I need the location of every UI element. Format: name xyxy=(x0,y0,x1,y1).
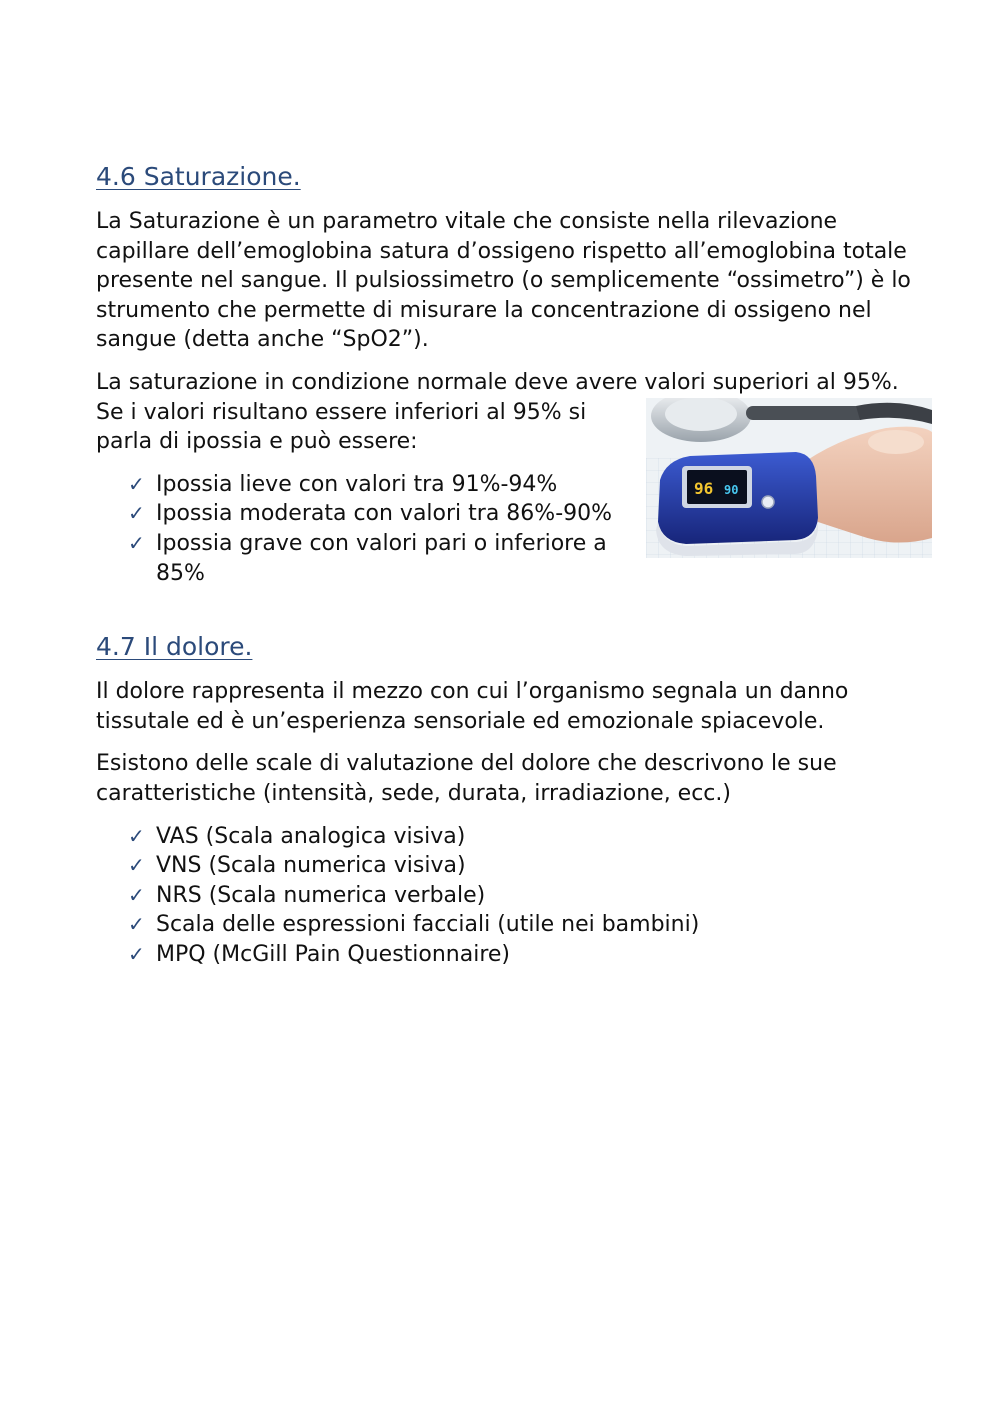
hypoxia-text-column xyxy=(96,398,626,589)
list-item-label: VNS (Scala numerica visiva) xyxy=(156,853,466,879)
spo2-readout: 96 xyxy=(694,478,714,498)
check-icon: ✓ xyxy=(128,882,145,907)
section-dolore xyxy=(96,630,916,969)
oximeter-button xyxy=(762,496,774,508)
list-item-label: Ipossia grave con valori pari o inferiore a 85% xyxy=(156,530,607,586)
list-item xyxy=(128,822,916,852)
hypoxia-list xyxy=(96,470,626,588)
check-icon: ✓ xyxy=(128,823,145,848)
paragraph-saturazione-definition: La Saturazione è un parametro vitale che consiste nella rilevazione capillare dell’emoglobina satura d’ossigeno rispetto all’emoglobina totale presente nel sangue. Il pulsiossimetro (o semplicemente “ossimetro”) è lo strumento che permette di misurare la concentrazione di ossigeno nel sangue (detta anche “SpO2”). xyxy=(96,209,911,353)
stethoscope-tube xyxy=(746,406,866,420)
list-item xyxy=(128,529,626,588)
check-icon: ✓ xyxy=(128,530,145,555)
check-icon: ✓ xyxy=(128,471,145,496)
check-icon: ✓ xyxy=(128,912,145,937)
list-item-label: NRS (Scala numerica verbale) xyxy=(156,882,486,908)
list-item xyxy=(128,851,916,881)
pulse-rate-readout: 90 xyxy=(724,482,739,497)
list-item-label: Scala delle espressioni facciali (utile nei bambini) xyxy=(156,912,700,938)
list-item xyxy=(128,881,916,911)
paragraph-dolore-definition: Il dolore rappresenta il mezzo con cui l’organismo segnala un danno tissutale ed è un’esperienza sensoriale ed emozionale spiacevole. xyxy=(96,679,849,734)
list-item-label: Ipossia moderata con valori tra 86%-90% xyxy=(156,501,613,527)
check-icon: ✓ xyxy=(128,941,145,966)
list-item-label: Ipossia lieve con valori tra 91%-94% xyxy=(156,471,558,497)
section-heading-saturazione: 4.6 Saturazione. xyxy=(96,162,301,191)
paragraph-hypoxia-intro: Se i valori risultano essere inferiori al 95% si parla di ipossia e può essere: xyxy=(96,399,587,455)
hypoxia-block xyxy=(96,398,916,589)
list-item xyxy=(128,910,916,940)
paragraph-normal-values: La saturazione in condizione normale deve avere valori superiori al 95%. xyxy=(96,369,899,395)
paragraph-pain-scales-intro: Esistono delle scale di valutazione del dolore che descrivono le sue caratteristiche (intensità, sede, durata, irradiazione, ecc.) xyxy=(96,751,837,806)
saturazione-values-block xyxy=(96,368,916,588)
list-item-label: MPQ (McGill Pain Questionnaire) xyxy=(156,941,511,967)
pulse-oximeter-illustration xyxy=(646,398,932,558)
check-icon: ✓ xyxy=(128,853,145,878)
check-icon: ✓ xyxy=(128,501,145,526)
page-content xyxy=(96,160,916,969)
pulse-oximeter-photo xyxy=(646,398,932,558)
list-item-label: VAS (Scala analogica visiva) xyxy=(156,823,466,849)
section-heading-dolore: 4.7 Il dolore. xyxy=(96,632,253,662)
list-item xyxy=(128,940,916,970)
list-item xyxy=(128,499,626,529)
pain-scales-list xyxy=(96,822,916,970)
list-item xyxy=(128,470,626,500)
